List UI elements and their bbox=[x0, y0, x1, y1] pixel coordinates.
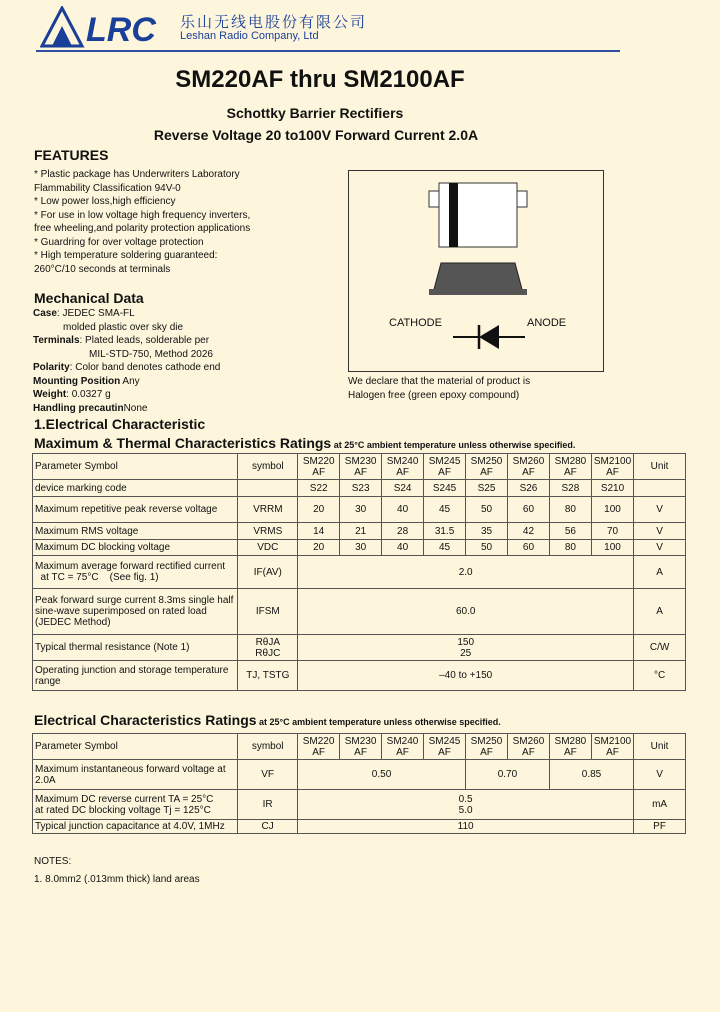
diode-symbol-icon bbox=[479, 325, 499, 349]
mech-text: : Plated leads, solderable per bbox=[79, 335, 210, 346]
feature-line: * Low power loss,high efficiency bbox=[34, 196, 176, 207]
anode-label: ANODE bbox=[527, 317, 567, 329]
mech-text: : 0.0327 g bbox=[66, 389, 111, 400]
feature-line: * Guardring for over voltage protection bbox=[34, 236, 204, 248]
mech-text: : Color band denotes cathode end bbox=[69, 362, 221, 373]
table-row: Typical thermal resistance (Note 1) RθJA RθJC 150 25 C/W bbox=[33, 635, 686, 661]
mech-label: Polarity bbox=[33, 362, 70, 373]
table1-caption bbox=[34, 435, 575, 453]
mech-text: molded plastic over sky die bbox=[63, 321, 184, 333]
features-heading: FEATURES bbox=[34, 147, 109, 163]
company-name-english: Leshan Radio Company, Ltd bbox=[180, 30, 319, 42]
company-name-chinese: 乐山无线电股份有限公司 bbox=[180, 13, 368, 31]
table-header-row bbox=[33, 454, 686, 480]
header-model: SM220 AF bbox=[298, 454, 340, 480]
max-ratings-table bbox=[32, 453, 686, 691]
electrical-ratings-table bbox=[32, 733, 686, 834]
mech-text: MIL-STD-750, Method 2026 bbox=[89, 348, 213, 360]
notes bbox=[34, 855, 200, 886]
header-divider bbox=[36, 50, 620, 52]
note-line: 1. 8.0mm2 (.013mm thick) land areas bbox=[34, 873, 200, 885]
table-header-row: Parameter Symbol symbol SM220 AF SM230 AF SM240 AF SM245 AF SM250 AF SM260 AF SM280 AF SM2100 AF Unit bbox=[33, 734, 686, 760]
package-illustration bbox=[349, 171, 603, 371]
table-row: Peak forward surge current 8.3ms single half sine-wave superimposed on rated load (JEDEC Method) IFSM 60.0 A bbox=[33, 589, 686, 635]
header-symbol: symbol bbox=[238, 454, 298, 480]
table-row: device marking code S22 S23 S24 S245 S25 S26 S28 S210 bbox=[33, 480, 686, 497]
features-list bbox=[34, 168, 334, 276]
package-side-icon bbox=[433, 263, 523, 293]
feature-line: * For use in low voltage high frequency inverters, bbox=[34, 209, 251, 221]
ratings-summary: Reverse Voltage 20 to100V Forward Current 2.0A bbox=[153, 127, 479, 143]
mech-row bbox=[33, 388, 333, 402]
table-row: Maximum DC reverse current TA = 25°C at rated DC blocking voltage Tj = 125°C IR 0.5 5.0 mA bbox=[33, 790, 686, 820]
table1-title: Maximum & Thermal Characteristics Ratings bbox=[34, 435, 332, 451]
document-subtitle: Schottky Barrier Rectifiers bbox=[226, 105, 404, 121]
mech-label: Handling precautin bbox=[33, 402, 124, 414]
notes-heading: NOTES: bbox=[34, 856, 72, 867]
mechanical-list bbox=[33, 307, 333, 415]
table-row: Typical junction capacitance at 4.0V, 1MHz CJ 110 PF bbox=[33, 820, 686, 834]
feature-line: * Plastic package has Underwriters Laboratory bbox=[34, 169, 240, 180]
table-row: Maximum instantaneous forward voltage at 2.0A VF 0.50 0.70 0.85 V bbox=[33, 760, 686, 790]
table-row: Operating junction and storage temperature range TJ, TSTG –40 to +150 °C bbox=[33, 661, 686, 691]
section1-heading: 1.Electrical Characteristic bbox=[34, 416, 206, 432]
header-model: SM230 AF bbox=[340, 454, 382, 480]
feature-line: * High temperature soldering guaranteed: bbox=[34, 250, 218, 261]
document-title: SM220AF thru SM2100AF bbox=[175, 66, 465, 93]
logo-text: LRC bbox=[86, 11, 156, 48]
halogen-line: We declare that the material of product is bbox=[348, 376, 531, 387]
lrc-logo bbox=[40, 6, 176, 48]
mech-row bbox=[33, 321, 333, 335]
mechanical-heading: Mechanical Data bbox=[34, 290, 144, 306]
table-row: Maximum average forward rectified current at TC = 75°C (See fig. 1) IF(AV) 2.0 A bbox=[33, 556, 686, 589]
header-unit: Unit bbox=[634, 454, 686, 480]
table1-note: at 25°C ambient temperature unless otherwise specified. bbox=[331, 440, 576, 450]
mech-row bbox=[33, 375, 333, 389]
feature-line: free wheeling,and polarity protection applications bbox=[34, 223, 251, 234]
mech-row bbox=[33, 334, 333, 348]
cathode-label: CATHODE bbox=[389, 317, 442, 329]
halogen-statement bbox=[348, 375, 608, 402]
mech-label: Mounting Position bbox=[33, 375, 121, 387]
table-row: Maximum RMS voltage VRMS 14 21 28 31.5 35 42 56 70 V bbox=[33, 523, 686, 540]
mech-text: Any bbox=[120, 375, 140, 387]
header-model: SM260 AF bbox=[507, 454, 549, 480]
table2-title: Electrical Characteristics Ratings bbox=[34, 712, 257, 728]
mech-row bbox=[33, 361, 333, 375]
header-param: Parameter Symbol bbox=[33, 454, 238, 480]
feature-line: Flammability Classification 94V-0 bbox=[34, 182, 181, 194]
mech-label: Terminals bbox=[33, 335, 80, 346]
package-drawing bbox=[348, 170, 604, 372]
header-model: SM240 AF bbox=[382, 454, 424, 480]
mech-text: : JEDEC SMA-FL bbox=[56, 308, 135, 319]
mech-row bbox=[33, 402, 333, 416]
cathode-band-icon bbox=[449, 183, 458, 247]
table2-note: at 25°C ambient temperature unless otherwise specified. bbox=[256, 717, 501, 727]
mech-label: Case bbox=[33, 308, 57, 319]
mech-label: Weight bbox=[33, 389, 67, 400]
table-row: Maximum repetitive peak reverse voltage VRRM 20 30 40 45 50 60 80 100 V bbox=[33, 497, 686, 523]
table-row: Maximum DC blocking voltage VDC 20 30 40 45 50 60 80 100 V bbox=[33, 540, 686, 556]
header-model: SM280 AF bbox=[549, 454, 591, 480]
header-model: SM250 AF bbox=[466, 454, 508, 480]
mech-row bbox=[33, 348, 333, 362]
header-model: SM2100 AF bbox=[591, 454, 633, 480]
mech-row bbox=[33, 307, 333, 321]
table2-caption bbox=[34, 712, 501, 730]
mech-text: None bbox=[123, 402, 148, 414]
header-model: SM245 AF bbox=[424, 454, 466, 480]
halogen-line: Halogen free (green epoxy compound) bbox=[348, 389, 520, 401]
feature-line: 260°C/10 seconds at terminals bbox=[34, 263, 171, 275]
